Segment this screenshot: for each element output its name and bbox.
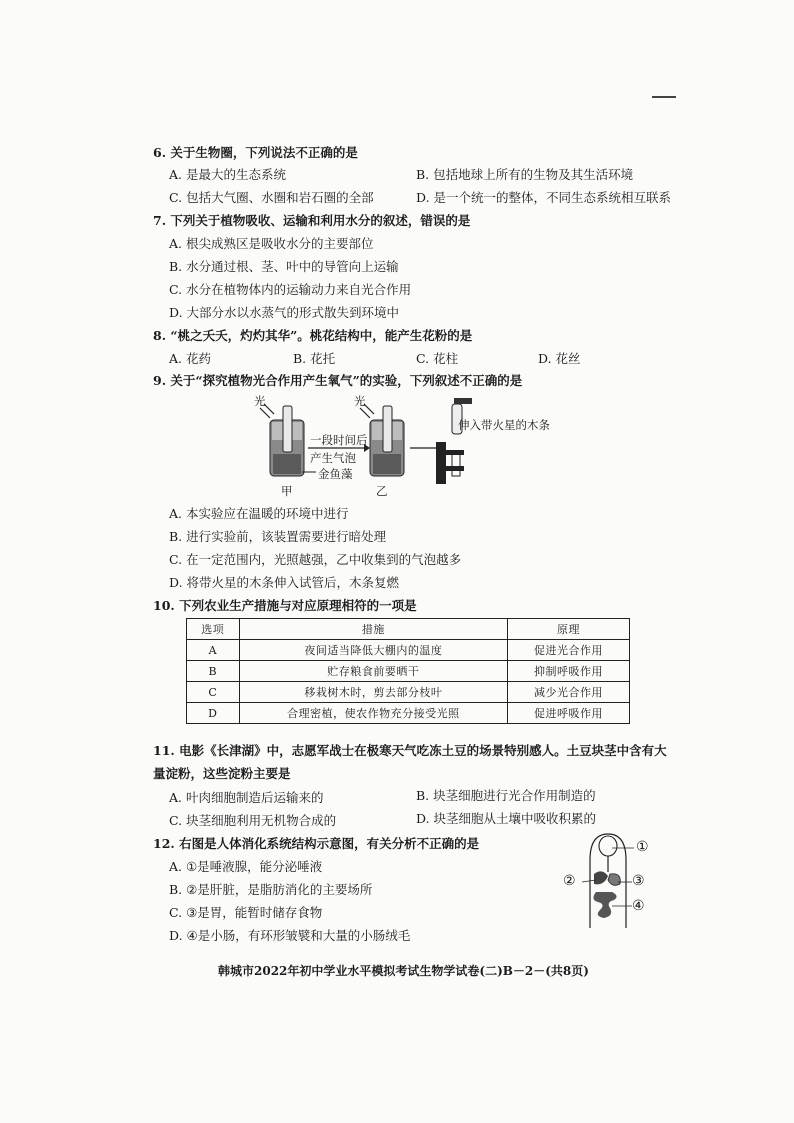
q12-option-c: C. ③是胃，能暂时储存食物 [169, 905, 323, 920]
q9-stem: 9. 关于“探究植物光合作用产生氧气”的实验，下列叙述不正确的是 [153, 373, 523, 388]
q12-stem: 12. 右图是人体消化系统结构示意图，有关分析不正确的是 [153, 836, 480, 851]
q7-option-a: A. 根尖成熟区是吸收水分的主要部位 [169, 236, 374, 251]
table-cell: 合理密植，使农作物充分接受光照 [239, 703, 508, 724]
q7-option-b: B. 水分通过根、茎、叶中的导管向上运输 [169, 259, 399, 274]
q11-stem-line1: 11. 电影《长津湖》中，志愿军战士在极寒天气吃冻土豆的场景特别感人。土豆块茎中含有大 [153, 743, 667, 758]
q9-option-c: C. 在一定范围内，光照越强，乙中收集到的气泡越多 [169, 552, 462, 567]
table-cell: C [187, 682, 240, 703]
table-cell: 贮存粮食前要晒干 [239, 661, 508, 682]
liver-icon [594, 871, 608, 884]
table-cell: 夜间适当降低大棚内的温度 [239, 640, 508, 661]
q9-yi-label: 乙 [376, 484, 388, 498]
table-row [187, 703, 630, 724]
q9-arrow-label-bottom: 产生气泡 [310, 451, 356, 465]
table-cell: B [187, 661, 240, 682]
pointer-2-line [582, 880, 596, 882]
tube-stand-icon [436, 442, 446, 484]
stomach-icon [608, 874, 620, 886]
table-cell: A [187, 640, 240, 661]
splint-icon [454, 398, 472, 404]
table-cell: 减少光合作用 [508, 682, 630, 703]
table-cell: 抑制呼吸作用 [508, 661, 630, 682]
table-row [187, 640, 630, 661]
q8-stem: 8. “桃之夭夭，灼灼其华”。桃花结构中，能产生花粉的是 [153, 328, 473, 343]
pondweed-icon [273, 454, 301, 474]
table-cell: 促进光合作用 [508, 640, 630, 661]
q7-option-d: D. 大部分水以水蒸气的形式散失到环境中 [169, 305, 400, 320]
q12-option-b: B. ②是肝脏，是脂肪消化的主要场所 [169, 882, 373, 897]
q11-option-b: B. 块茎细胞进行光合作用制造的 [416, 788, 596, 803]
q8-option-c: C. 花柱 [416, 351, 459, 366]
q9-option-a: A. 本实验应在温暖的环境中进行 [169, 506, 349, 521]
q11-option-d: D. 块茎细胞从土壤中吸收积累的 [416, 811, 597, 826]
q9-option-d: D. 将带火星的木条伸入试管后，木条复燃 [169, 575, 400, 590]
q6-option-c: C. 包括大气圈、水圈和岩石圈的全部 [169, 190, 374, 205]
digestive-label-2: ② [563, 873, 576, 889]
q7-stem: 7. 下列关于植物吸收、运输和利用水分的叙述，错误的是 [153, 213, 471, 228]
table-header-row [187, 619, 630, 640]
q8-option-d: D. 花丝 [538, 351, 581, 366]
clamped-tube-icon [452, 452, 460, 476]
q8-option-a: A. 花药 [169, 351, 211, 366]
q8-option-b: B. 花托 [293, 351, 336, 366]
table-cell: 促进呼吸作用 [508, 703, 630, 724]
q6-option-d: D. 是一个统一的整体，不同生态系统相互联系 [416, 190, 672, 205]
q11-option-a: A. 叶肉细胞制造后运输来的 [169, 790, 324, 805]
test-tube-icon [383, 406, 392, 452]
q6-option-b: B. 包括地球上所有的生物及其生活环境 [416, 167, 634, 182]
q10-stem: 10. 下列农业生产措施与对应原理相符的一项是 [153, 598, 417, 613]
q9-light-label-2: 光 [354, 394, 366, 408]
table-cell: D [187, 703, 240, 724]
light-ray-icon [260, 408, 270, 418]
q9-arrow-label-top: 一段时间后 [310, 433, 368, 447]
digestive-label-1: ① [636, 839, 649, 855]
table-header-cell: 措施 [239, 619, 508, 640]
pondweed-icon [373, 454, 401, 474]
q9-option-b: B. 进行实验前，该装置需要进行暗处理 [169, 529, 387, 544]
q6-stem: 6. 关于生物圈，下列说法不正确的是 [153, 145, 358, 160]
q11-option-c: C. 块茎细胞利用无机物合成的 [169, 813, 337, 828]
digestive-label-4: ④ [632, 898, 645, 914]
digestive-label-3: ③ [632, 873, 645, 889]
light-ray-icon [360, 408, 370, 418]
page-footer: 韩城市2022年初中学业水平模拟考试生物学试卷(二)B－2－(共8页) [218, 964, 589, 978]
intestine-icon [593, 892, 616, 918]
q9-light-label-1: 光 [254, 394, 266, 408]
table-row [187, 682, 630, 703]
head-icon [599, 836, 617, 856]
q12-option-a: A. ①是唾液腺，能分泌唾液 [169, 859, 323, 874]
q7-option-c: C. 水分在植物体内的运输动力来自光合作用 [169, 282, 412, 297]
q9-stick-label: 伸入带火星的木条 [458, 418, 550, 432]
q9-plant-label: 金鱼藻 [318, 467, 353, 481]
q6-option-a: A. 是最大的生态系统 [169, 167, 286, 182]
table-header-cell: 选项 [187, 619, 240, 640]
test-tube-icon [283, 406, 292, 452]
q11-stem-line2: 量淀粉，这些淀粉主要是 [153, 766, 291, 781]
table-cell: 移栽树木时，剪去部分枝叶 [239, 682, 508, 703]
q12-option-d: D. ④是小肠，有环形皱襞和大量的小肠绒毛 [169, 928, 411, 943]
table-header-cell: 原理 [508, 619, 630, 640]
q9-jia-label: 甲 [281, 484, 293, 498]
table-row [187, 661, 630, 682]
header-rule [652, 96, 676, 98]
q10-table [186, 618, 630, 724]
stand-arm-icon [446, 466, 464, 471]
